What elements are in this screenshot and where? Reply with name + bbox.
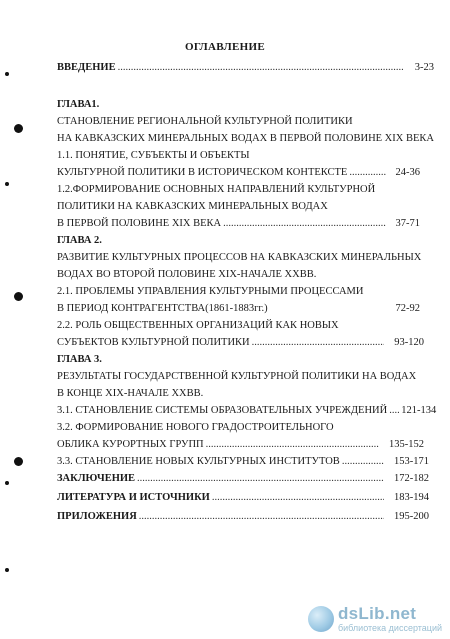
toc-pages: 135-152 <box>389 439 424 450</box>
toc-entry-section-1-2[interactable] <box>57 217 420 230</box>
dot-leader <box>118 61 403 74</box>
toc-entry-literature[interactable] <box>57 491 429 504</box>
toc-pages: 24-36 <box>395 167 420 178</box>
chapter-3-title-line: РЕЗУЛЬТАТЫ ГОСУДАРСТВЕННОЙ КУЛЬТУРНОЙ ПОЛИТИКИ НА ВОДАХ <box>57 371 417 382</box>
dot-leader <box>139 510 384 523</box>
toc-label: В ПЕРИОД КОНТРАГЕНТСТВА(1861-1883гг.) <box>57 303 268 314</box>
margin-dot <box>5 481 9 485</box>
section-1-2-line: ПОЛИТИКИ НА КАВКАЗСКИХ МИНЕРАЛЬНЫХ ВОДАХ <box>57 201 328 212</box>
chapter-3-title-line: В КОНЦЕ XIX-НАЧАЛЕ XXВВ. <box>57 388 204 399</box>
watermark-brand: dsLib.net <box>337 604 417 623</box>
dot-leader <box>389 404 399 417</box>
toc-pages: 93-120 <box>394 337 424 348</box>
margin-bullet <box>14 124 23 133</box>
toc-entry-appendix[interactable] <box>57 510 429 523</box>
section-2-1-line: 2.1. ПРОБЛЕМЫ УПРАВЛЕНИЯ КУЛЬТУРНЫМИ ПРОЦЕССАМИ <box>57 286 364 297</box>
toc-label: В ПЕРВОЙ ПОЛОВИНЕ XIX ВЕКА <box>57 218 222 229</box>
toc-entry-introduction[interactable] <box>57 61 434 74</box>
toc-label: 3.3. СТАНОВЛЕНИЕ НОВЫХ КУЛЬТУРНЫХ ИНСТИТУТОВ <box>57 456 340 467</box>
dot-leader <box>252 336 385 349</box>
toc-entry-section-3-1[interactable] <box>57 404 437 417</box>
globe-logo-icon <box>308 606 334 632</box>
toc-pages: 153-171 <box>394 456 429 467</box>
dot-leader <box>137 472 384 485</box>
page-title: ОГЛАВЛЕНИЕ <box>185 41 265 53</box>
chapter-1-title-line: НА КАВКАЗСКИХ МИНЕРАЛЬНЫХ ВОДАХ В ПЕРВОЙ ПОЛОВИНЕ XIX ВЕКА <box>57 133 434 144</box>
toc-label: 3.1. СТАНОВЛЕНИЕ СИСТЕМЫ ОБРАЗОВАТЕЛЬНЫХ УЧРЕЖДЕНИЙ <box>57 405 388 416</box>
toc-label: ОБЛИКА КУРОРТНЫХ ГРУПП <box>57 439 204 450</box>
margin-dot <box>5 72 9 76</box>
dot-leader <box>342 455 384 468</box>
toc-pages: 3-23 <box>414 62 434 73</box>
toc-label: ЗАКЛЮЧЕНИЕ <box>57 473 136 484</box>
chapter-2-title-line: ВОДАХ ВО ВТОРОЙ ПОЛОВИНЕ XIX-НАЧАЛЕ XXВВ. <box>57 269 317 280</box>
watermark-subtitle: библиотека диссертаций <box>337 623 442 633</box>
margin-dot <box>5 568 9 572</box>
chapter-2-heading: ГЛАВА 2. <box>57 235 102 246</box>
dot-leader <box>349 166 385 179</box>
watermark-text <box>338 605 442 633</box>
margin-bullet <box>14 292 23 301</box>
dot-leader <box>206 438 379 451</box>
margin-bullet <box>14 457 23 466</box>
section-3-2-line: 3.2. ФОРМИРОВАНИЕ НОВОГО ГРАДОСТРОИТЕЛЬНОГО <box>57 422 334 433</box>
dslib-watermark <box>308 605 442 633</box>
toc-label: КУЛЬТУРНОЙ ПОЛИТИКИ В ИСТОРИЧЕСКОМ КОНТЕКСТЕ <box>57 167 348 178</box>
chapter-2-title-line: РАЗВИТИЕ КУЛЬТУРНЫХ ПРОЦЕССОВ НА КАВКАЗСКИХ МИНЕРАЛЬНЫХ <box>57 252 422 263</box>
toc-pages: 72-92 <box>395 303 420 314</box>
toc-label: СУБЪЕКТОВ КУЛЬТУРНОЙ ПОЛИТИКИ <box>57 337 250 348</box>
dot-leader <box>212 491 384 504</box>
toc-pages: 172-182 <box>394 473 429 484</box>
toc-entry-section-2-1[interactable] <box>57 302 420 315</box>
toc-label: ПРИЛОЖЕНИЯ <box>57 511 137 522</box>
section-1-1-line: 1.1. ПОНЯТИЕ, СУБЪЕКТЫ И ОБЪЕКТЫ <box>57 150 250 161</box>
toc-entry-section-2-2[interactable] <box>57 336 424 349</box>
margin-dot <box>5 182 9 186</box>
toc-pages: 121-134 <box>401 405 437 416</box>
section-1-2-line: 1.2.ФОРМИРОВАНИЕ ОСНОВНЫХ НАПРАВЛЕНИЙ КУЛЬТУРНОЙ <box>57 184 376 195</box>
chapter-1-title-line: СТАНОВЛЕНИЕ РЕГИОНАЛЬНОЙ КУЛЬТУРНОЙ ПОЛИТИКИ <box>57 116 353 127</box>
toc-pages: 37-71 <box>395 218 420 229</box>
chapter-3-heading: ГЛАВА 3. <box>57 354 102 365</box>
toc-label: ЛИТЕРАТУРА И ИСТОЧНИКИ <box>57 492 210 503</box>
chapter-1-heading: ГЛАВА1. <box>57 99 100 110</box>
toc-entry-section-1-1[interactable] <box>57 166 420 179</box>
toc-entry-section-3-3[interactable] <box>57 455 429 468</box>
dot-leader <box>223 217 385 230</box>
toc-entry-conclusion[interactable] <box>57 472 429 485</box>
toc-pages: 183-194 <box>394 492 429 503</box>
toc-entry-section-3-2[interactable] <box>57 438 424 451</box>
section-2-2-line: 2.2. РОЛЬ ОБЩЕСТВЕННЫХ ОРГАНИЗАЦИЙ КАК НОВЫХ <box>57 320 339 331</box>
toc-pages: 195-200 <box>394 511 429 522</box>
toc-label: ВВЕДЕНИЕ <box>57 62 116 73</box>
